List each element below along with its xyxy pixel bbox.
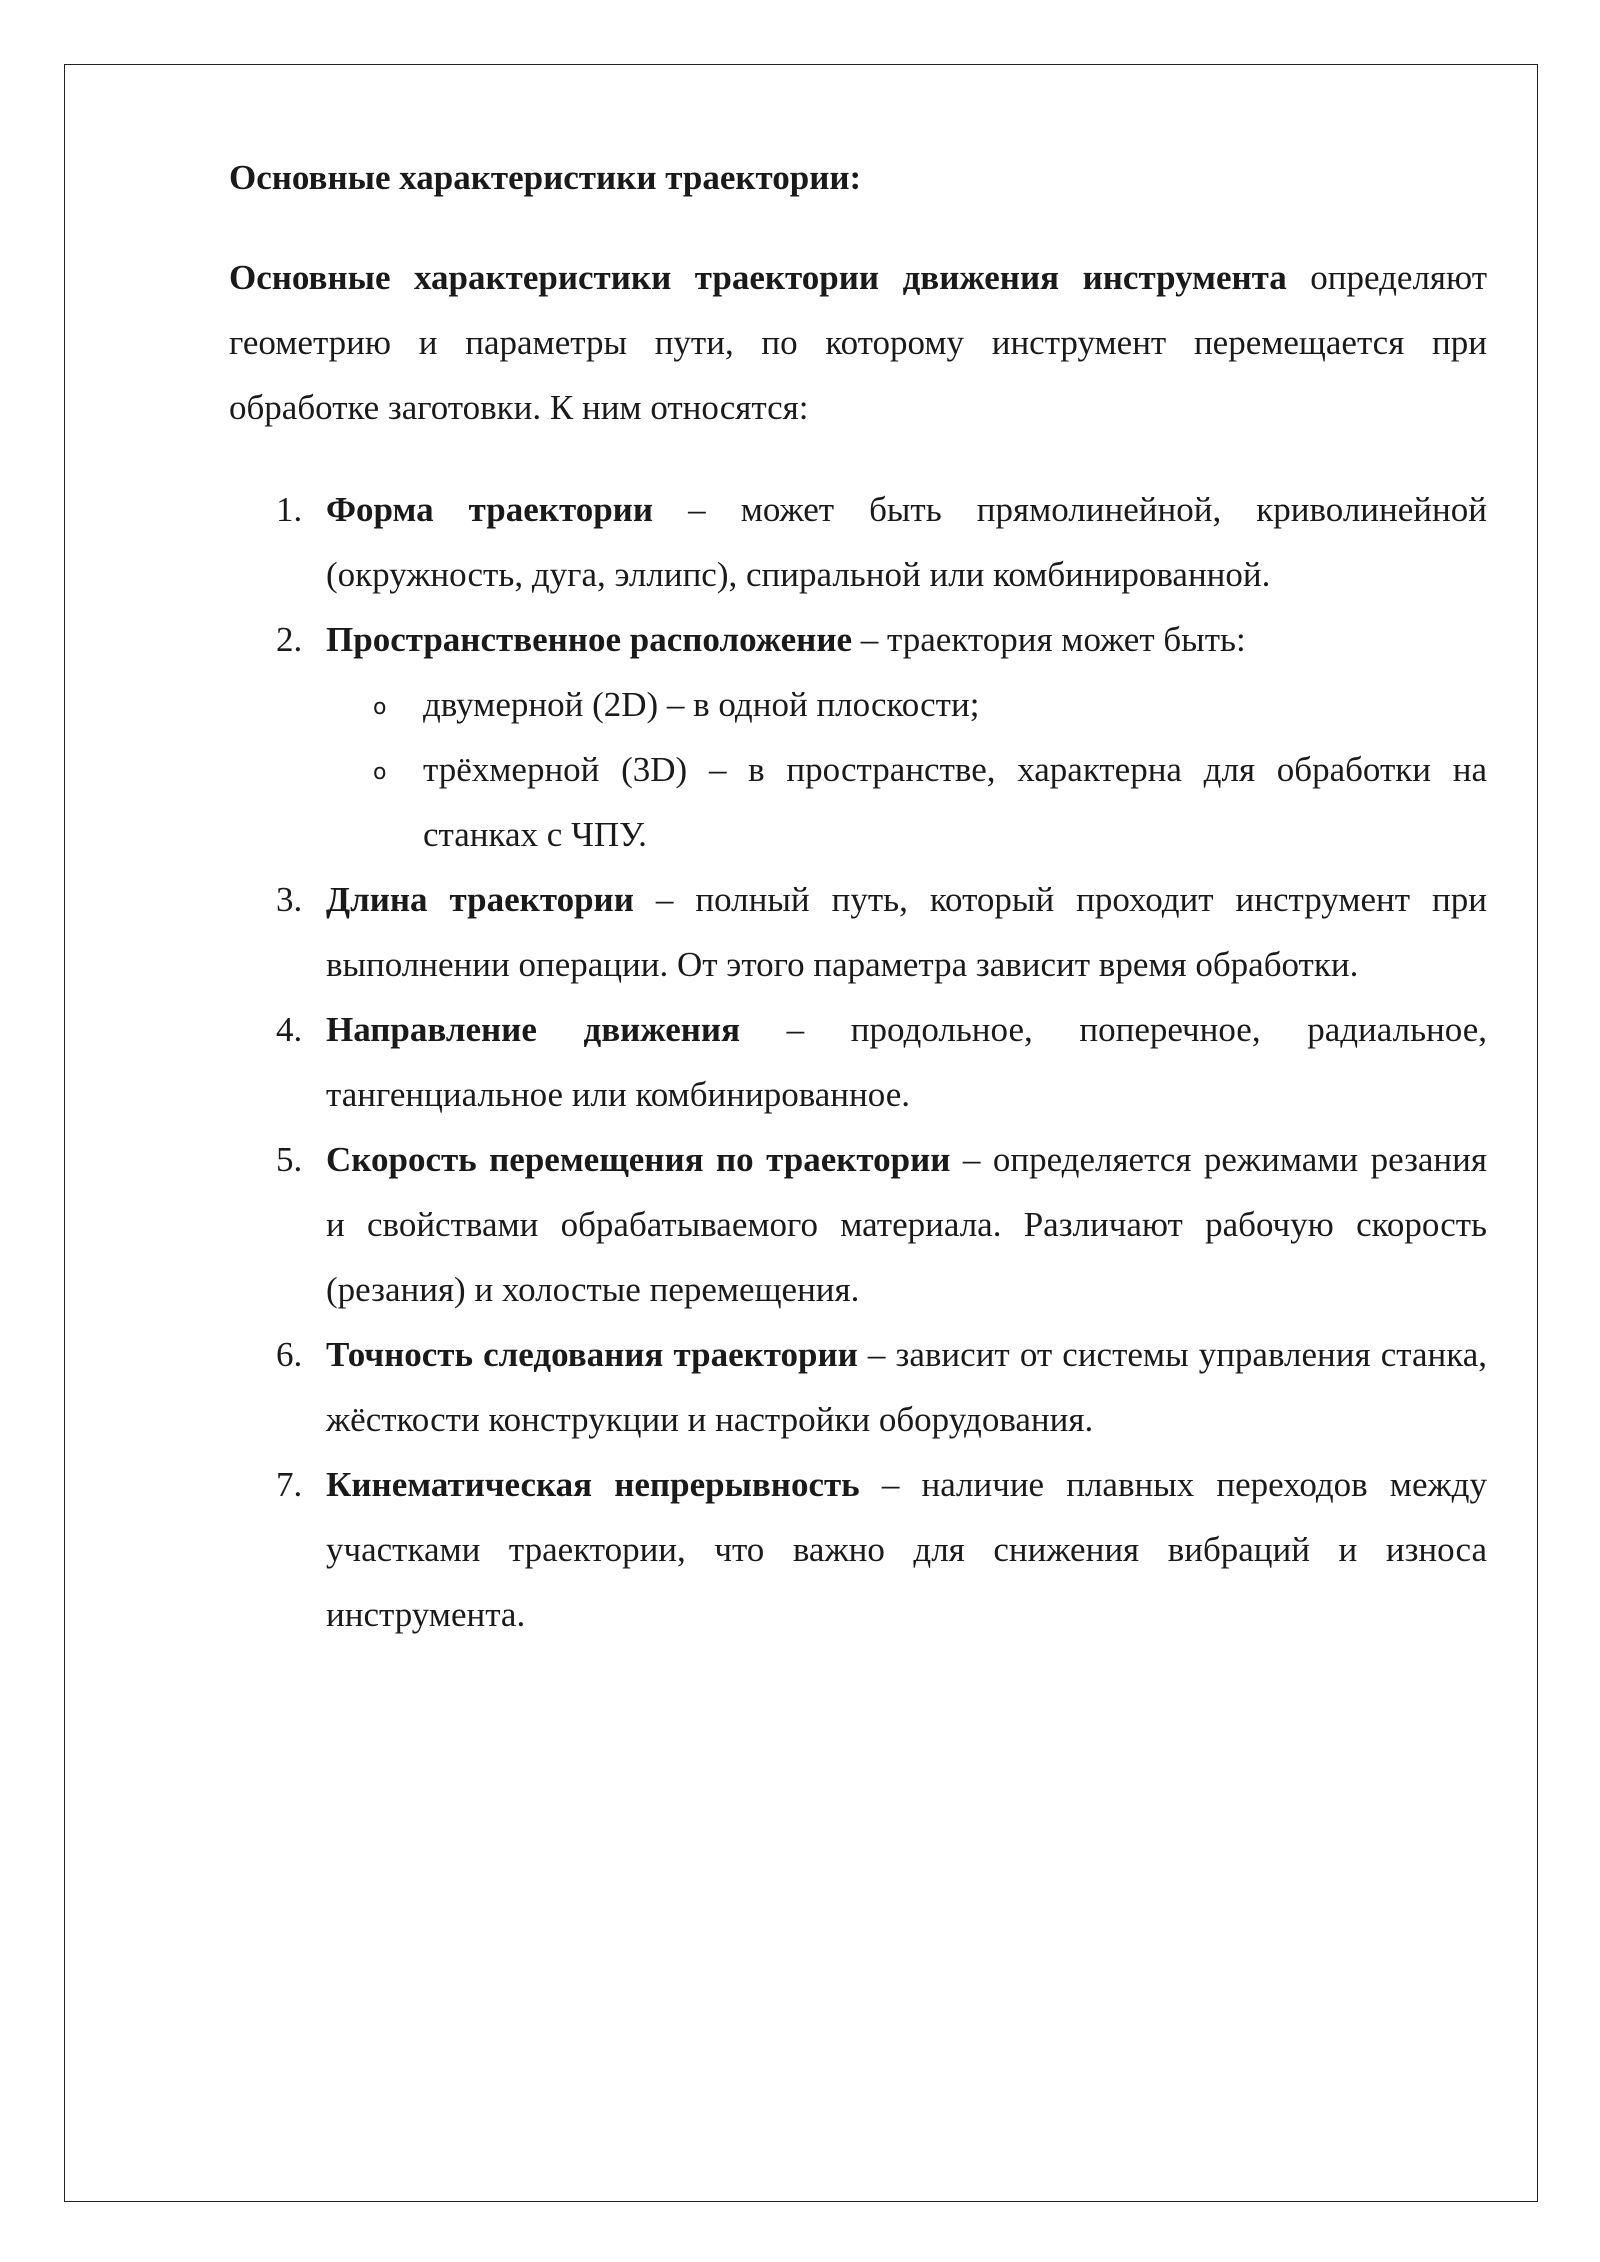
list-item-term: Форма траектории xyxy=(326,490,654,529)
list-item xyxy=(229,997,1487,1127)
intro-paragraph xyxy=(229,245,1487,440)
list-item-text: – продольное, поперечное, радиальное, тангенциальное или комбинированное. xyxy=(326,1010,1487,1114)
list-item-term: Точность следования траектории xyxy=(326,1335,858,1374)
list-item-number: 4. xyxy=(276,1010,303,1049)
sublist-item-text: трёхмерной (3D) – в пространстве, характерна для обработки на станках с ЧПУ. xyxy=(423,750,1487,854)
list-item-number: 7. xyxy=(276,1465,303,1504)
document-body xyxy=(229,145,1487,1647)
list-item xyxy=(229,607,1487,867)
list-item xyxy=(229,1452,1487,1647)
sublist-bullet: o xyxy=(373,760,387,785)
list-item-number: 5. xyxy=(276,1140,303,1179)
list-item-number: 3. xyxy=(276,880,303,919)
list-item-text: – наличие плавных переходов между участками траектории, что важно для снижения вибраций и износа инструмента. xyxy=(326,1465,1487,1634)
list-item-term: Кинематическая непрерывность xyxy=(326,1465,860,1504)
list-item xyxy=(229,1127,1487,1322)
list-item-text: – определяется режимами резания и свойствами обрабатываемого материала. Различают рабочую скорость (резания) и холостые перемещения. xyxy=(326,1140,1487,1309)
list-item-term: Длина траектории xyxy=(326,880,634,919)
list-item-text: – траектория может быть: xyxy=(852,620,1246,659)
list-item-text: – зависит от системы управления станка, жёсткости конструкции и настройки оборудования. xyxy=(326,1335,1487,1439)
list-item-term: Пространственное расположение xyxy=(326,620,853,659)
list-item xyxy=(229,1322,1487,1452)
list-item-number: 2. xyxy=(276,620,303,659)
list-item-term: Скорость перемещения по траектории xyxy=(326,1140,951,1179)
sublist-item xyxy=(326,672,1487,737)
intro-text: определяют геометрию и параметры пути, по которому инструмент перемещается при обработке заготовки. К ним относятся: xyxy=(229,258,1487,427)
list-item-text: – полный путь, который проходит инструмент при выполнении операции. От этого параметра зависит время обработки. xyxy=(326,880,1487,984)
characteristics-list xyxy=(229,477,1487,1647)
list-item-number: 6. xyxy=(276,1335,303,1374)
list-item-number: 1. xyxy=(276,490,303,529)
sublist-bullet: o xyxy=(373,695,387,720)
sublist-item-text: двумерной (2D) – в одной плоскости; xyxy=(423,685,980,724)
intro-bold-text: Основные характеристики траектории движения инструмента xyxy=(229,258,1287,297)
section-heading: Основные характеристики траектории: xyxy=(229,158,862,197)
list-item xyxy=(229,867,1487,997)
sublist-item xyxy=(326,737,1487,867)
list-item-term: Направление движения xyxy=(326,1010,741,1049)
list-item-text: – может быть прямолинейной, криволинейной (окружность, дуга, эллипс), спиральной или комбинированной. xyxy=(326,490,1487,594)
sublist xyxy=(326,672,1487,867)
list-item xyxy=(229,477,1487,607)
